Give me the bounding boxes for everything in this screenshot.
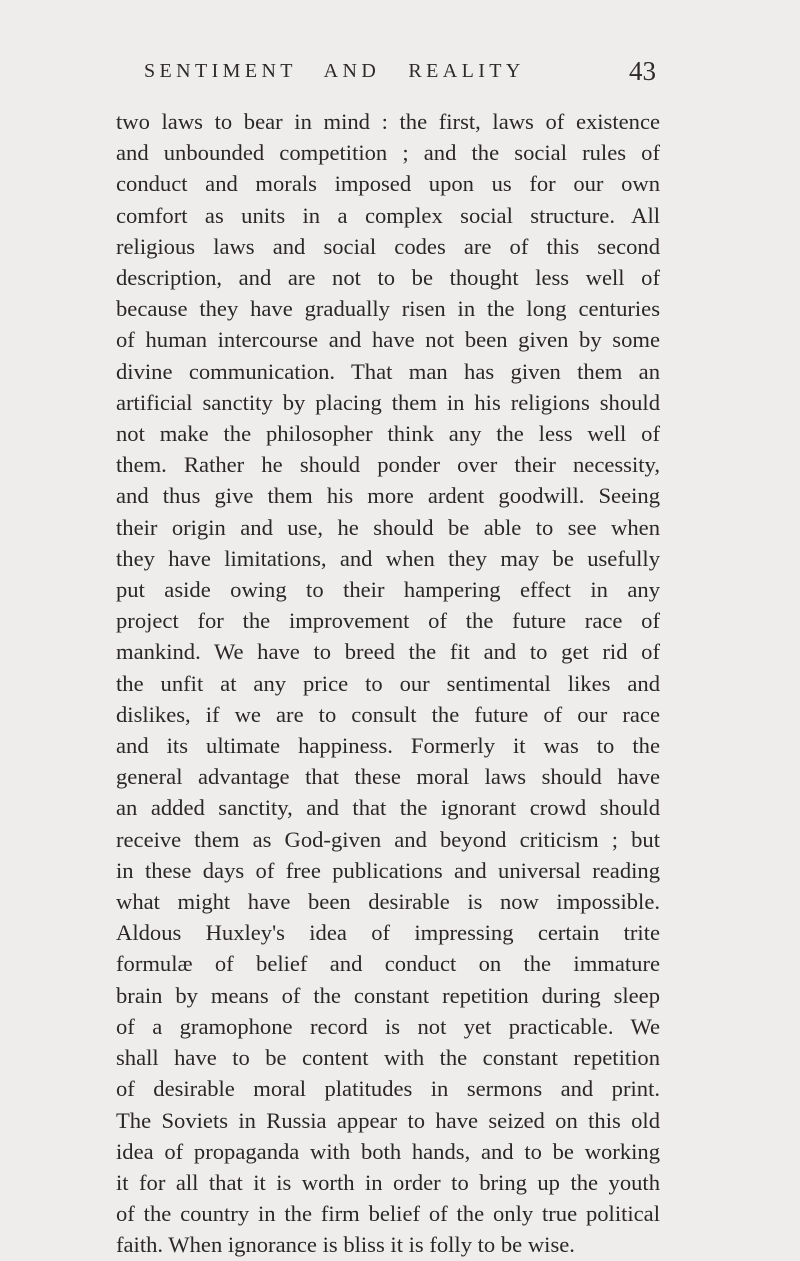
text-line: idea of propaganda with both hands, and to be working [116,1138,660,1164]
text-line: two laws to bear in mind : the first, laws of existence [116,109,660,134]
text-line: formulæ of belief and conduct on the immature [116,951,660,977]
text-line: them. Rather he should ponder over their necessity, [116,452,660,478]
text-line: of the country in the firm belief of the only true political [116,1201,660,1227]
text-line: conduct and morals imposed upon us for our own [116,171,660,197]
text-line: brain by means of the constant repetition during sleep [116,982,660,1008]
text-line: artificial sanctity by placing them in his religions should [116,389,660,415]
text-line: project for the improvement of the future race of [116,608,660,634]
text-line: their origin and use, he should be able to see when [116,514,660,540]
text-line: of human intercourse and have not been given by some [116,327,660,353]
running-head [116,56,656,96]
text-line: because they have gradually risen in the long centuries [116,296,660,322]
text-line: divine communication. That man has given them an [116,358,660,384]
text-line: and unbounded competition ; and the social rules of [116,140,660,166]
text-line: description, and are not to be thought less well of [116,265,660,291]
page-number: 43 [629,56,656,86]
text-line: and its ultimate happiness. Formerly it was to the [116,733,660,759]
text-line: comfort as units in a complex social structure. All [116,202,660,228]
text-line: what might have been desirable is now impossible. [116,889,660,915]
text-line: they have limitations, and when they may be usefully [116,545,660,571]
text-line: religious laws and social codes are of this second [116,233,660,259]
text-line: of a gramophone record is not yet practicable. We [116,1013,660,1039]
text-line: an added sanctity, and that the ignorant crowd should [116,795,660,821]
body-text [116,106,660,1261]
text-line: dislikes, if we are to consult the future of our race [116,701,660,727]
text-line: general advantage that these moral laws should have [116,764,660,790]
text-line: mankind. We have to breed the fit and to get rid of [116,639,660,665]
text-line: of desirable moral platitudes in sermons and print. [116,1076,660,1102]
text-line: Aldous Huxley's idea of impressing certain trite [116,920,660,946]
text-line-final: faith. When ignorance is bliss it is folly to be wise. [116,1232,575,1258]
text-line: the unfit at any price to our sentimental likes and [116,670,660,696]
text-line: it for all that it is worth in order to bring up the youth [116,1169,660,1195]
text-line: in these days of free publications and universal reading [116,857,660,883]
text-line: receive them as God-given and beyond criticism ; but [116,826,660,852]
text-line: put aside owing to their hampering effect in any [116,577,660,603]
text-line: The Soviets in Russia appear to have seized on this old [116,1107,660,1133]
text-line: not make the philosopher think any the less well of [116,421,660,447]
text-line: shall have to be content with the constant repetition [116,1045,660,1071]
text-line: and thus give them his more ardent goodwill. Seeing [116,483,660,509]
running-title: SENTIMENT AND REALITY [144,60,525,82]
